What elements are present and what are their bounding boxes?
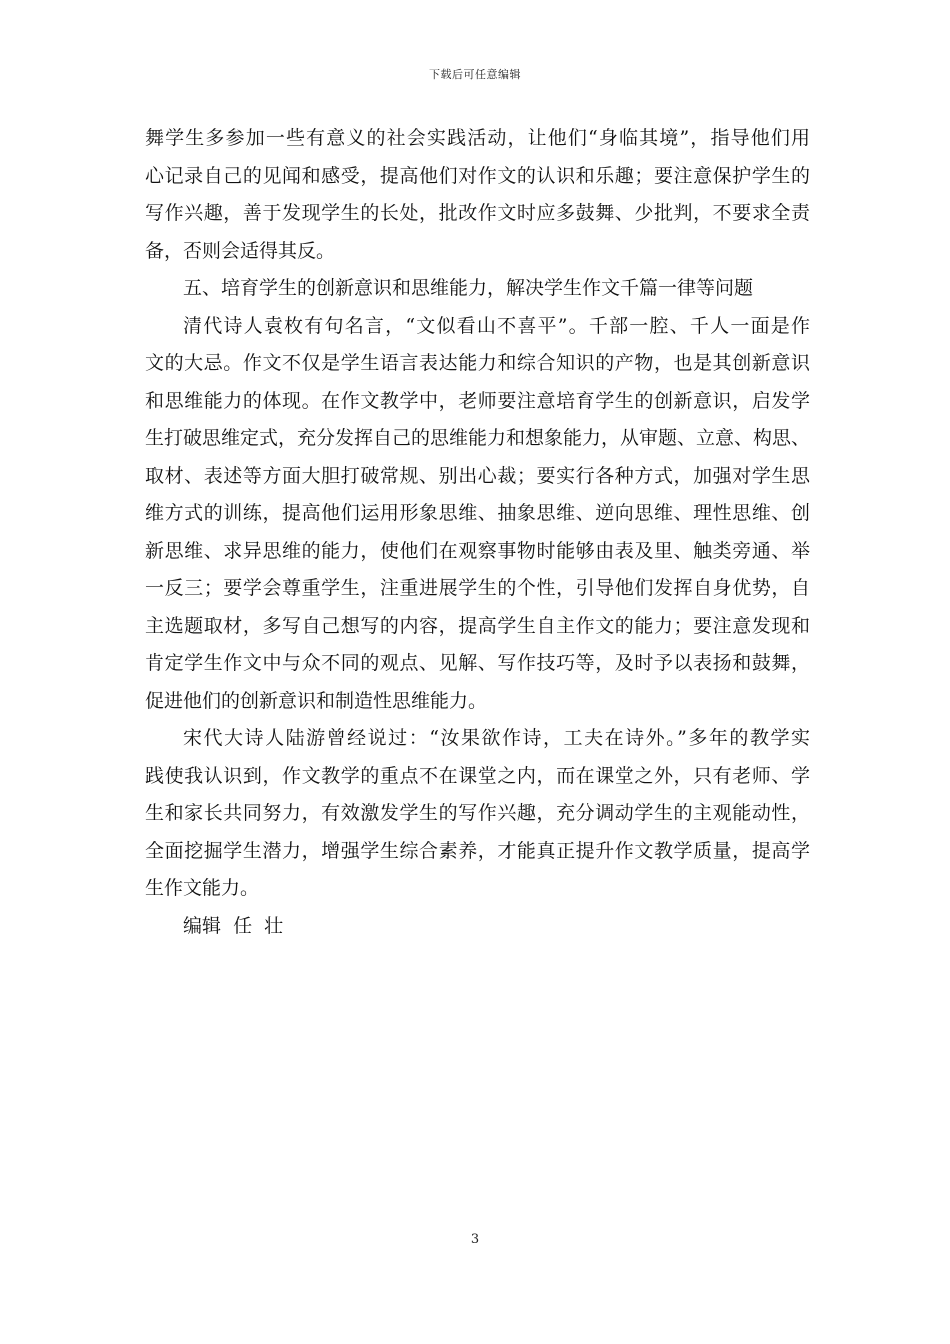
body-line: 促进他们的创新意识和制造性思维能力。 xyxy=(145,689,488,712)
body-line: 主选题取材，多写自己想写的内容，提高学生自主作文的能力；要注意发现和 xyxy=(145,614,810,637)
body-line: 和思维能力的体现。在作文教学中，老师要注意培育学生的创新意识，启发学 xyxy=(145,389,810,412)
section-heading: 五、培育学生的创新意识和思维能力，解决学生作文千篇一律等问题 xyxy=(183,277,754,299)
body-line: 全面挖掘学生潜力，增强学生综合素养，才能真正提升作文教学质量，提高学 xyxy=(145,839,810,862)
document-body xyxy=(145,120,810,945)
body-line: 生和家长共同努力，有效激发学生的写作兴趣，充分调动学生的主观能动性， xyxy=(145,802,810,824)
body-line: 生打破思维定式，充分发挥自己的思维能力和想象能力，从审题、立意、构思、 xyxy=(145,427,811,449)
page-number: 3 xyxy=(470,1232,480,1247)
body-line: 新思维、求异思维的能力，使他们在观察事物时能够由表及里、触类旁通、举 xyxy=(145,539,810,562)
body-line: 肯定学生作文中与众不同的观点、见解、写作技巧等，及时予以表扬和鼓舞， xyxy=(145,652,810,674)
body-line: 写作兴趣，善于发现学生的长处，批改作文时应多鼓舞、少批判，不要求全责 xyxy=(145,202,810,224)
body-line: 文的大忌。作文不仅是学生语言表达能力和综合知识的产物，也是其创新意识 xyxy=(145,352,810,374)
page-header: 下载后可任意编辑 xyxy=(429,68,521,81)
body-line: 宋代大诗人陆游曾经说过：“汝果欲作诗，工夫在诗外。”多年的教学实 xyxy=(183,727,810,749)
body-line: 舞学生多参加一些有意义的社会实践活动，让他们“身临其境”，指导他们用 xyxy=(145,127,810,149)
body-line: 备，否则会适得其反。 xyxy=(145,239,336,262)
editor-credit: 编辑 任 壮 xyxy=(183,914,284,937)
body-line: 生作文能力。 xyxy=(145,877,260,899)
body-line: 一反三；要学会尊重学生，注重进展学生的个性，引导他们发挥自身优势，自 xyxy=(145,577,810,599)
body-line: 取材、表述等方面大胆打破常规、别出心裁；要实行各种方式，加强对学生思 xyxy=(145,464,810,487)
body-line: 践使我认识到，作文教学的重点不在课堂之内，而在课堂之外，只有老师、学 xyxy=(145,764,810,787)
body-line: 维方式的训练，提高他们运用形象思维、抽象思维、逆向思维、理性思维、创 xyxy=(145,502,810,524)
body-line: 清代诗人袁枚有句名言，“文似看山不喜平”。千部一腔、千人一面是作 xyxy=(183,314,810,337)
body-line: 心记录自己的见闻和感受，提高他们对作文的认识和乐趣；要注意保护学生的 xyxy=(145,164,810,187)
